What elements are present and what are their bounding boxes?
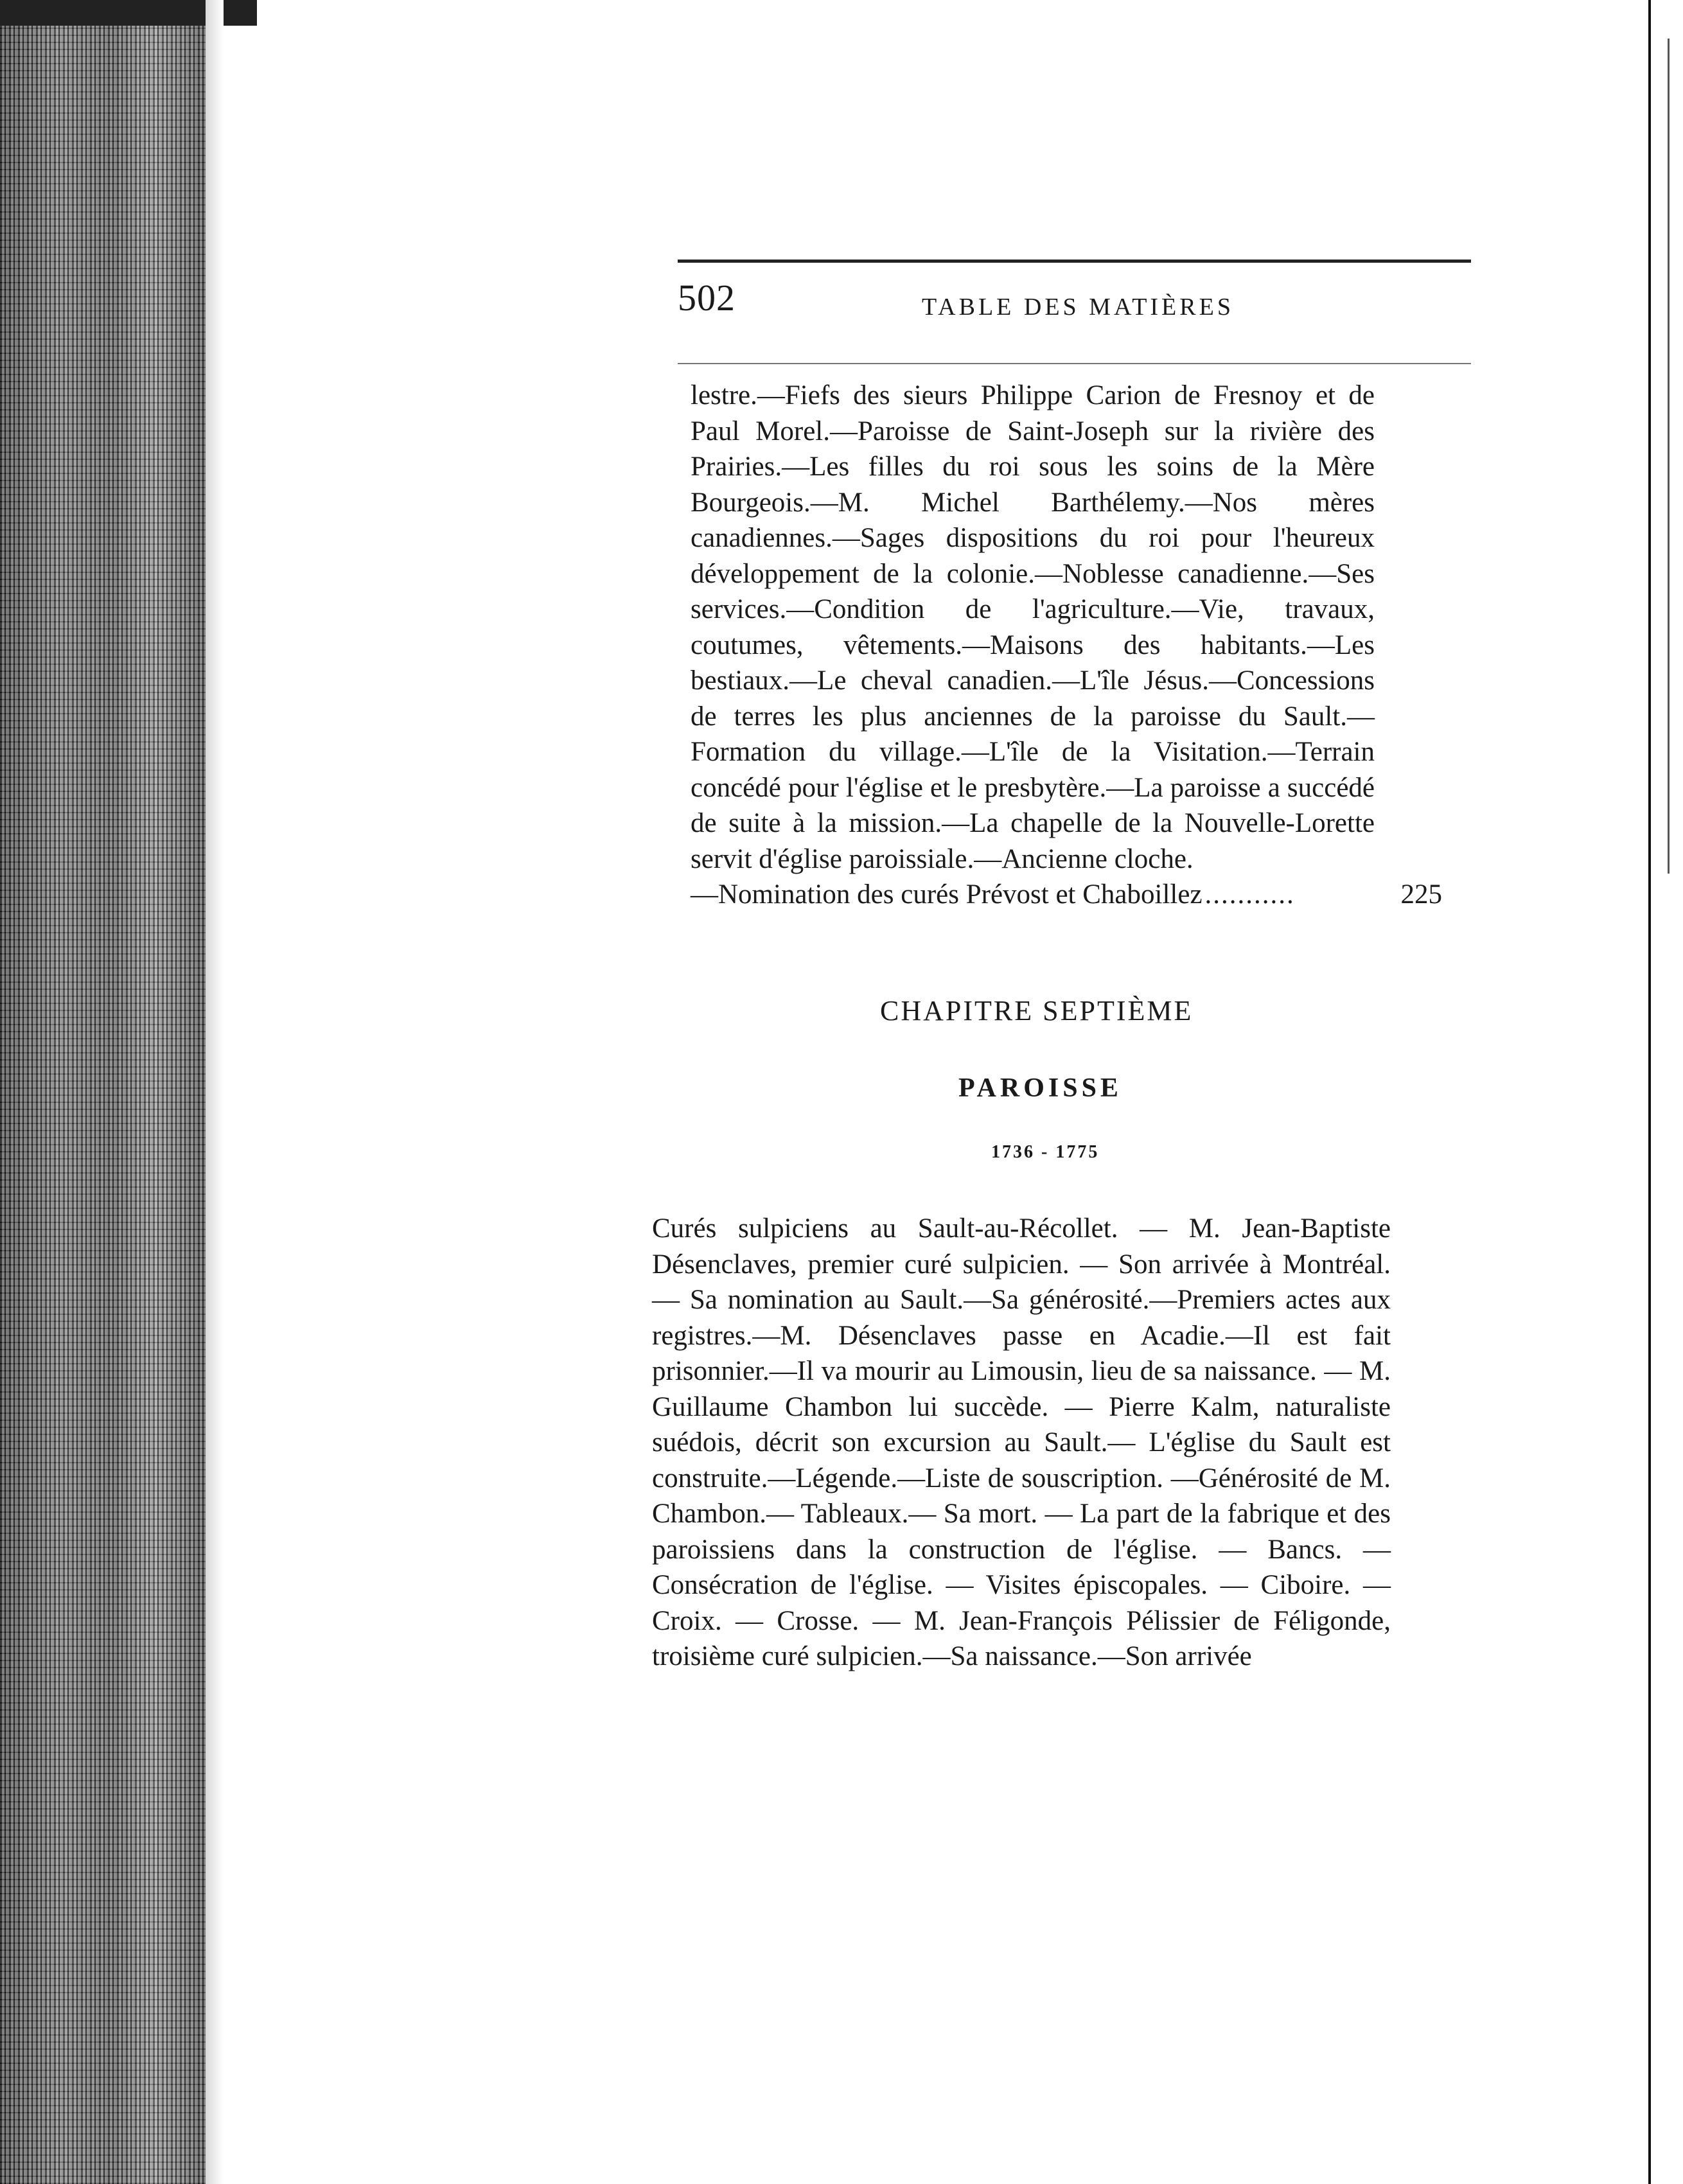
chapter-title: CHAPITRE SEPTIÈME bbox=[880, 995, 1194, 1026]
toc-entry-last-line bbox=[691, 877, 1442, 913]
toc-entry-last-text: —Nomination des curés Prévost et Chaboillez bbox=[691, 879, 1203, 910]
toc-page-number: 225 bbox=[1400, 879, 1442, 910]
book-page-edges bbox=[0, 0, 206, 2184]
toc-entry-chapter-six-continued bbox=[691, 378, 1442, 913]
running-head-title: TABLE DES MATIÈRES bbox=[922, 294, 1234, 321]
page-gutter bbox=[206, 0, 224, 2184]
running-head bbox=[678, 276, 1471, 334]
header-rule-top bbox=[678, 260, 1471, 263]
page-number: 502 bbox=[678, 277, 736, 319]
page-edge-line bbox=[1648, 0, 1651, 2184]
toc-entry-text: lestre.—Fiefs des sieurs Philippe Carion de Fresnoy et de Paul Morel.—Paroisse de Saint-Joseph sur la rivière des Prairies.—Les filles du roi sous les soins de la Mère Bourgeois.—M. Michel Barthélemy.—Nos mères canadiennes.—Sages dispositions du roi pour l'heureux développement de la colonie.—Noblesse canadienne.—Ses services.—Condition de l'agriculture.—Vie, travaux, coutumes, vêtements.—Maisons des habitants.—Les bestiaux.—Le cheval canadien.—L'île Jésus.—Concessions de terres les plus anciennes de la paroisse du Sault.—Formation du village.—L'île de la Visitation.—Terrain concédé pour l'église et le presbytère.—La paroisse a succédé de suite à la mission.—La chapelle de la Nouvelle-Lorette servit d'église paroissiale.—Ancienne cloche. bbox=[691, 380, 1375, 874]
toc-entry-chapter-seven bbox=[652, 1211, 1391, 1675]
page-edge-shadow bbox=[1668, 39, 1670, 874]
toc-entry-text: Curés sulpiciens au Sault-au-Récollet. — M. Jean-Baptiste Désenclaves, premier curé sulpicien. — Son arrivée à Montréal. — Sa nomination au Sault.—Sa générosité.—Premiers actes aux registres.—M. Désenclaves passe en Acadie.—Il est fait prisonnier.—Il va mourir au Limousin, lieu de sa naissance. — M. Guillaume Chambon lui succède. — Pierre Kalm, naturaliste suédois, décrit son excursion au Sault.— L'église du Sault est construite.—Légende.—Liste de souscription. —Générosité de M. Chambon.— Tableaux.— Sa mort. — La part de la fabrique et des paroissiens dans la construction de l'église. — Bancs. — Consécration de l'église. — Visites épiscopales. — Ciboire. — Croix. — Crosse. — M. Jean-François Pélissier de Féligonde, troisième curé sulpicien.—Sa naissance.—Son arrivée bbox=[652, 1213, 1391, 1671]
header-rule-bottom bbox=[678, 363, 1471, 364]
chapter-dates: 1736 - 1775 bbox=[991, 1142, 1100, 1162]
section-title: PAROISSE bbox=[958, 1073, 1122, 1103]
dot-leader: ........... bbox=[1204, 879, 1295, 910]
